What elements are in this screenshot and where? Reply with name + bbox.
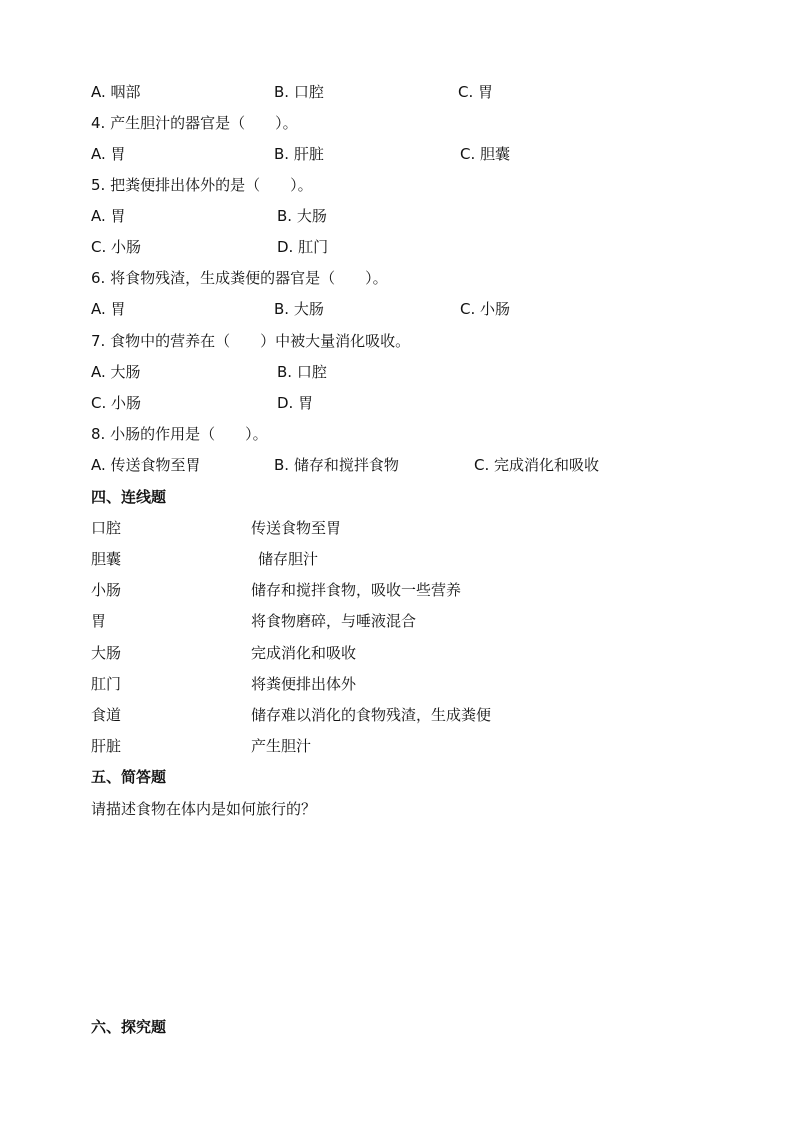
match-row xyxy=(0,734,794,758)
question-8-options xyxy=(0,453,794,477)
match-left-item: 口腔 xyxy=(91,519,122,537)
question-4-stem: 4. 产生胆汁的器官是（ ）。 xyxy=(91,114,298,132)
match-right-item: 将食物磨碎，与唾液混合 xyxy=(251,612,417,630)
q6-option-a: A. 胃 xyxy=(91,300,126,318)
question-6-options xyxy=(0,297,794,321)
q8-option-b: B. 储存和搅拌食物 xyxy=(274,456,399,474)
match-left-item: 胆囊 xyxy=(91,550,122,568)
section-6-title: 六、探究题 xyxy=(91,1018,167,1036)
section-5-question: 请描述食物在体内是如何旅行的？ xyxy=(91,800,317,818)
q5-option-b: B. 大肠 xyxy=(277,207,327,225)
match-row xyxy=(0,547,794,571)
q4-option-b: B. 肝脏 xyxy=(274,145,324,163)
match-right-item: 传送食物至胃 xyxy=(251,519,342,537)
match-row xyxy=(0,516,794,540)
section-5-title: 五、简答题 xyxy=(91,768,167,786)
match-row xyxy=(0,578,794,602)
q4-option-a: A. 胃 xyxy=(91,145,126,163)
q3-option-c: C. 胃 xyxy=(458,83,494,101)
match-right-item: 产生胆汁 xyxy=(251,737,312,755)
q7-option-d: D. 胃 xyxy=(277,394,314,412)
q6-option-c: C. 小肠 xyxy=(460,300,511,318)
q7-option-b: B. 口腔 xyxy=(277,363,327,381)
q6-option-b: B. 大肠 xyxy=(274,300,324,318)
match-right-item: 储存和搅拌食物，吸收一些营养 xyxy=(251,581,462,599)
question-5-options-row2 xyxy=(0,235,794,259)
q5-option-a: A. 胃 xyxy=(91,207,126,225)
match-right-item: 完成消化和吸收 xyxy=(251,644,357,662)
question-5-options-row1 xyxy=(0,204,794,228)
match-row xyxy=(0,609,794,633)
q8-option-a: A. 传送食物至胃 xyxy=(91,456,201,474)
q7-option-c: C. 小肠 xyxy=(91,394,142,412)
q5-option-d: D. 肛门 xyxy=(277,238,329,256)
match-right-item: 储存胆汁 xyxy=(258,550,319,568)
question-5-stem: 5. 把粪便排出体外的是（ ）。 xyxy=(91,176,313,194)
match-left-item: 小肠 xyxy=(91,581,122,599)
section-4-title: 四、连线题 xyxy=(91,488,167,506)
match-row xyxy=(0,641,794,665)
q3-option-a: A. 咽部 xyxy=(91,83,141,101)
q8-option-c: C. 完成消化和吸收 xyxy=(474,456,600,474)
match-right-item: 储存难以消化的食物残渣，生成粪便 xyxy=(251,706,492,724)
match-left-item: 胃 xyxy=(91,612,107,630)
match-left-item: 食道 xyxy=(91,706,122,724)
match-row xyxy=(0,672,794,696)
match-row xyxy=(0,703,794,727)
question-4-options xyxy=(0,142,794,166)
match-left-item: 肝脏 xyxy=(91,737,122,755)
match-left-item: 肛门 xyxy=(91,675,122,693)
question-7-options-row1 xyxy=(0,360,794,384)
q5-option-c: C. 小肠 xyxy=(91,238,142,256)
q3-options xyxy=(0,80,794,104)
question-6-stem: 6. 将食物残渣，生成粪便的器官是（ ）。 xyxy=(91,269,388,287)
match-left-item: 大肠 xyxy=(91,644,122,662)
question-8-stem: 8. 小肠的作用是（ ）。 xyxy=(91,425,268,443)
q3-option-b: B. 口腔 xyxy=(274,83,324,101)
q4-option-c: C. 胆囊 xyxy=(460,145,511,163)
match-right-item: 将粪便排出体外 xyxy=(251,675,357,693)
question-7-options-row2 xyxy=(0,391,794,415)
q7-option-a: A. 大肠 xyxy=(91,363,141,381)
question-7-stem: 7. 食物中的营养在（ ）中被大量消化吸收。 xyxy=(91,332,411,350)
